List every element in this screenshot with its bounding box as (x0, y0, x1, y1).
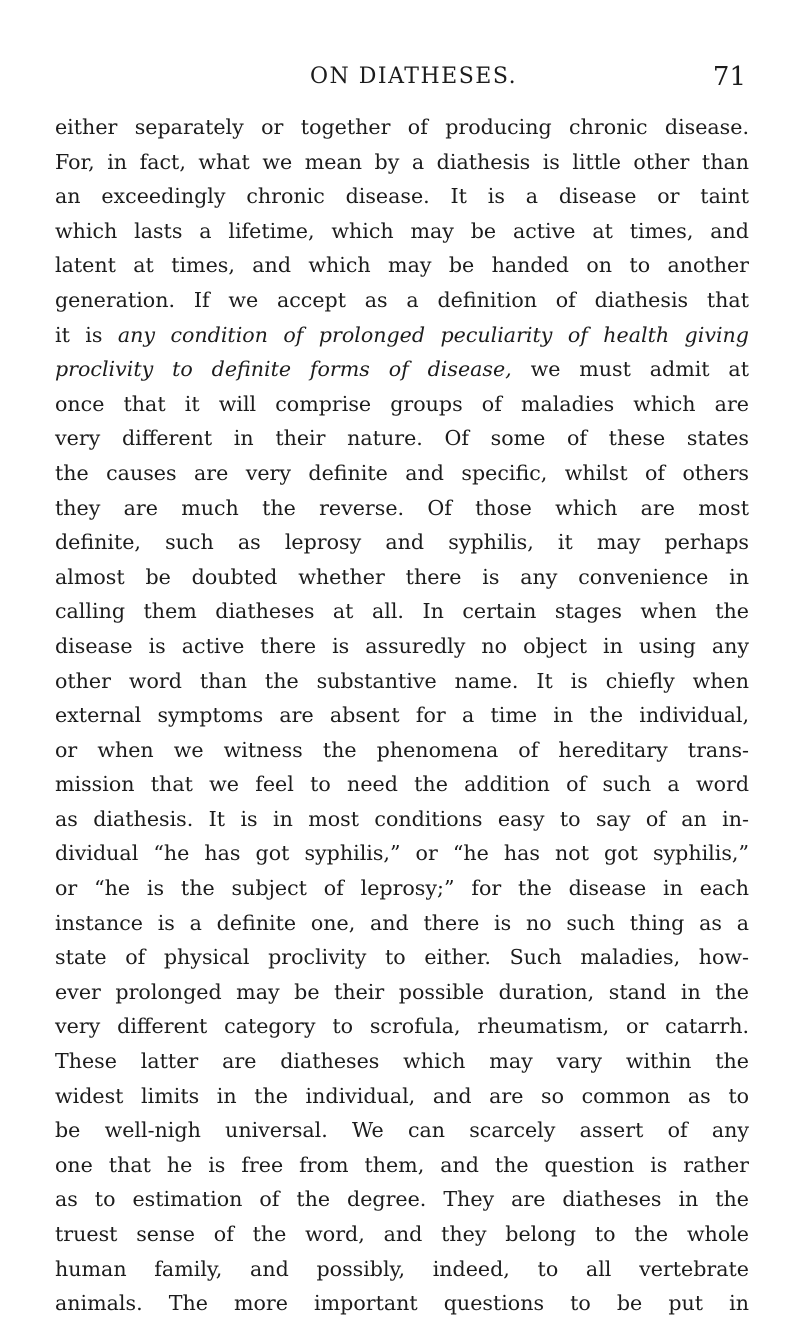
text-line: as to estimation of the degree. They are diatheses in the (55, 1187, 749, 1212)
text-line: almost be doubted whether there is any convenience in (55, 564, 749, 589)
text-line: truest sense of the word, and they belong to the whole (55, 1222, 749, 1246)
text-line: which lasts a lifetime, which may be active at times, and (55, 218, 749, 243)
text-line: human family, and possibly, indeed, to all vertebrate (55, 1256, 749, 1281)
text-line: once that it will comprise groups of maladies which are (55, 391, 749, 416)
running-header (0, 64, 800, 98)
text-line: one that he is free from them, and the question is rather (55, 1152, 749, 1177)
text-line: state of physical proclivity to either. Such maladies, how- (55, 945, 749, 970)
text-line: very different category to scrofula, rheumatism, or catarrh. (55, 1014, 749, 1039)
italic-definition: proclivity to definite forms of disease, (55, 357, 512, 382)
text-line (55, 318, 749, 353)
text-line: For, in fact, what we mean by a diathesis is little other than (55, 149, 749, 174)
text-line: external symptoms are absent for a time in the individual, (55, 703, 749, 728)
text-line: an exceedingly chronic disease. It is a disease or taint (55, 184, 749, 209)
text-line: instance is a definite one, and there is no such thing as a (55, 910, 749, 935)
text-line: or when we witness the phenomena of hereditary trans- (55, 737, 749, 762)
text-line: dividual “he has got syphilis,” or “he has not got syphilis,” (55, 841, 749, 866)
text-line: be well-nigh universal. We can scarcely assert of any (55, 1118, 749, 1143)
text-line: disease is active there is assuredly no object in using any (55, 633, 749, 658)
text-line: generation. If we accept as a definition of diathesis that (55, 287, 749, 312)
text-line: very different in their nature. Of some of these states (55, 426, 749, 451)
text-line: ever prolonged may be their possible duration, stand in the (55, 979, 749, 1004)
text-line: other word than the substantive name. It is chiefly when (55, 668, 749, 693)
text-line (55, 352, 749, 387)
text-line-suffix: we must admit at (511, 357, 749, 382)
text-line-prefix: it is (55, 322, 118, 347)
text-line: calling them diatheses at all. In certain stages when the (55, 599, 749, 624)
text-line: These latter are diatheses which may vary within the (55, 1049, 749, 1074)
body-paragraph (55, 110, 749, 1321)
text-line: latent at times, and which may be handed on to another (55, 253, 749, 278)
text-line: they are much the reverse. Of those which are most (55, 495, 749, 520)
running-title: ON DIATHESES. (310, 64, 518, 89)
text-line: the causes are very definite and specific, whilst of others (55, 460, 749, 485)
text-line: widest limits in the individual, and are so common as to (55, 1083, 749, 1108)
text-line: or “he is the subject of leprosy;” for the disease in each (55, 876, 749, 901)
text-line: as diathesis. It is in most conditions easy to say of an in- (55, 806, 749, 831)
text-line: either separately or together of producing chronic disease. (55, 115, 749, 139)
text-line: mission that we feel to need the addition of such a word (55, 772, 749, 797)
text-line: animals. The more important questions to be put in (55, 1291, 749, 1316)
italic-definition: any condition of prolonged peculiarity of health giving (117, 322, 749, 347)
text-line: definite, such as leprosy and syphilis, it may perhaps (55, 530, 749, 555)
page-number: 71 (712, 62, 746, 92)
